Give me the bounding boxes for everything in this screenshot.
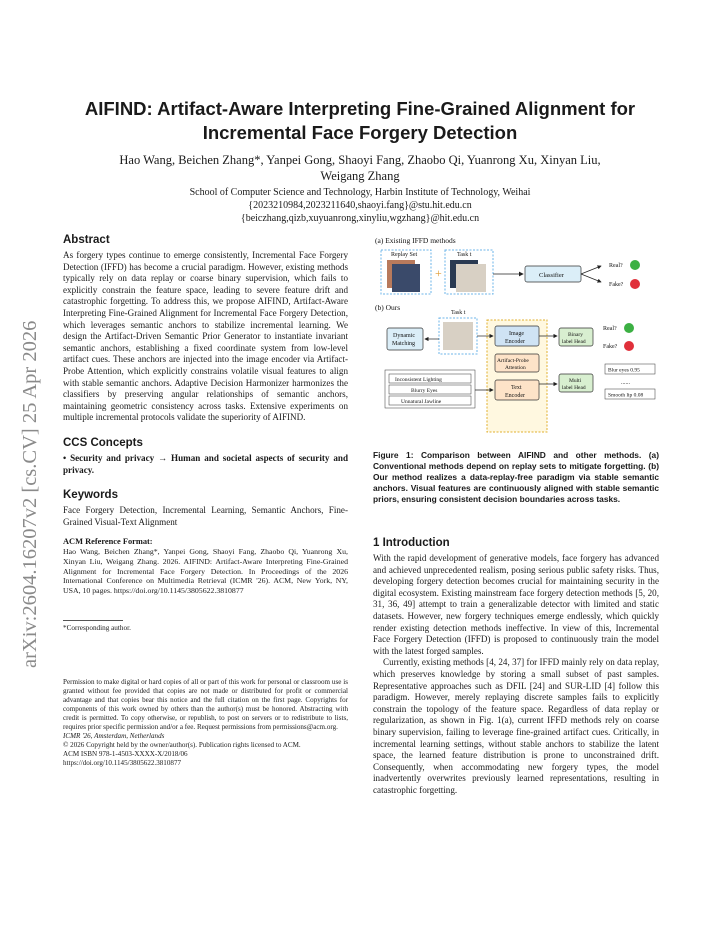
figure-1 <box>373 234 659 444</box>
panel-b-label: (b) Ours <box>375 303 401 312</box>
attention-label: Attention <box>505 365 526 371</box>
ccs-heading: CCS Concepts <box>63 436 143 449</box>
image-encoder-label-2: Encoder <box>505 339 525 345</box>
isbn-line: ACM ISBN 978-1-4503-XXXX-X/2018/06 <box>63 749 188 758</box>
acm-reference <box>63 537 348 596</box>
text-encoder-label-2: Encoder <box>505 393 525 399</box>
authors-line-1: Hao Wang, Beichen Zhang*, Yanpei Gong, Shaoyi Fang, Zhaobo Qi, Yuanrong Xu, Xinyan Liu, <box>119 153 601 167</box>
image-encoder-label-1: Image <box>509 331 524 337</box>
check-icon-b <box>624 323 634 333</box>
abstract-heading: Abstract <box>63 234 110 246</box>
figure-1-caption: Figure 1: Comparison between AIFIND and other methods. (a) Conventional methods depend on replay sets to mitigate forgetting. (b) Our method realizes a data-replay-free paradigm via stable semantic anchors. Visual features are continuously aligned with stable semantic priors, ensuring consistent decision boundaries across tasks. <box>373 450 659 504</box>
doi-line: https://doi.org/10.1145/3805622.3810877 <box>63 758 182 767</box>
multi-label-head: label Head <box>562 385 586 391</box>
fake-label-a: Fake? <box>609 282 624 288</box>
real-label-a: Real? <box>609 263 623 269</box>
scores-ellipsis: ...... <box>621 380 630 386</box>
panel-a-label: (a) Existing IFFD methods <box>375 236 456 245</box>
acm-ref-heading: ACM Reference Format: <box>63 537 153 547</box>
real-label-b: Real? <box>603 326 617 332</box>
intro-paragraph-2: Currently, existing methods [4, 24, 37] for IFFD mainly rely on data replay, which preserves knowledge by storing a small subset of past samples. Representative approaches such as DFIL [24] and SUR-LID [4] follow this paradigm. However, merely replaying discrete samples fails to explicitly constrain the topology of the feature space. Regardless of data replay or regularization, as shown in Fig. 1(a), current IFFD methods rely on coarse binary supervision, failing to leverage fine-grained artifact cues. Critically, in incremental learning settings, without stable anchors to stabilize the latent space, the learned feature distribution is prone to unconstrained drift. Consequently, when accommodating new forgery types, the model inadvertently overwrites previously learned representations, resulting in catastrophic forgetting. <box>373 657 659 795</box>
task-t-label-b: Task t <box>451 310 466 316</box>
abstract-text: As forgery types continue to emerge consistently, Incremental Face Forgery Detection (IFFD) has become a crucial paradigm. However, existing methods typically rely on data replay or coarse binary supervision, which fails to explicitly constrain the feature space, leading to severe feature drift and catastrophic forgetting. To address this, we propose AIFIND, Artifact-Aware Interpreting Fine-Grained Alignment for Incremental Face Forgery Detection, which leverages semantic anchors to stabilize incremental learning. We design the Artifact-Driven Semantic Prior Generator to instantiate invariant semantic anchors, establishing a fixed coordinate system from low-level artifact cues. These anchors are injected into the image encoder via Artifact-Probe Attention, which explicitly constrains volatile visual features to align with stable semantic anchors. Adaptive Decision Harmonizer harmonizes the classifiers by preserving angular relationships of semantic anchors, maintaining geometric consistency across tasks. Extensive experiments on multiple incremental protocols validate the superiority of AIFIND. <box>63 250 348 423</box>
authors-line-2: Weigang Zhang <box>320 169 400 183</box>
classifier-label: Classifier <box>539 272 564 279</box>
plus-sign: + <box>435 266 442 280</box>
artifact-inconsistent-lighting: Inconsistent Lighting <box>395 377 442 383</box>
emails-line-2: {beiczhang,qizb,xuyuanrong,xinyliu,wgzhang}@hit.edu.cn <box>240 213 480 224</box>
cross-icon-a <box>630 279 640 289</box>
task-t-label-a: Task t <box>457 252 472 258</box>
dynamic-label: Dynamic <box>393 333 415 339</box>
artifact-blurry-eyes: Blurry Eyes <box>411 388 438 394</box>
binary-label: Binary <box>568 332 583 338</box>
artifact-probe-label: Artifact-Probe <box>497 358 529 364</box>
keywords-heading: Keywords <box>63 489 118 502</box>
copyright-line: © 2026 Copyright held by the owner/author(s). Publication rights licensed to ACM. <box>63 740 301 749</box>
cross-icon-b <box>624 341 634 351</box>
intro-heading: 1 Introduction <box>373 537 450 549</box>
task-face-image-b <box>443 322 473 350</box>
paper-title: AIFIND: Artifact-Aware Interpreting Fine-Grained Alignment for Incremental Face Forgery Detection <box>84 98 636 143</box>
arxiv-stamp-svg <box>14 250 44 670</box>
affiliation-block <box>60 186 660 225</box>
task-face-image-2 <box>456 264 486 292</box>
ccs-text: • Security and privacy → Human and societal aspects of security and privacy. <box>63 452 348 475</box>
footnote: *Corresponding author. <box>63 624 131 633</box>
venue-line: ICMR '26, Amsterdam, Netherlands <box>63 731 165 740</box>
right-column <box>373 234 659 796</box>
figure-1-diagram <box>373 234 659 444</box>
affiliation: School of Computer Science and Technology, Harbin Institute of Technology, Weihai <box>189 187 531 198</box>
replay-face-image-2 <box>392 264 420 292</box>
multi-label: Multi <box>569 378 582 384</box>
arxiv-stamp <box>14 250 44 670</box>
acm-ref-text: Hao Wang, Beichen Zhang*, Yanpei Gong, Shaoyi Fang, Zhaobo Qi, Yuanrong Xu, Xinyan Liu, Weigang Zhang. 2026. AIFIND: Artifact-Aware Interpreting Fine-Grained Alignment for Incremental Face Forgery Detection. In Proceedings of the 2026 International Conference on Multimedia Retrieval (ICMR '26). ACM, New York, NY, USA, 10 pages. https://doi.org/10.1145/3805622.3810877 <box>63 547 348 596</box>
text-encoder-label-1: Text <box>511 385 522 391</box>
emails-line-1: {2023210984,2023211640,shaoyi.fang}@stu.hit.edu.cn <box>248 200 472 211</box>
permission-text: Permission to make digital or hard copies of all or part of this work for personal or classroom use is granted without fee provided that copies are not made or distributed for profit or commercial advantage and that copies bear this notice and the full citation on the first page. Copyrights for components of this work owned by others than the author(s) must be honored. Abstracting with credit is permitted. To copy otherwise, or republish, to post on servers or to redistribute to lists, requires prior specific permission and/or a fee. Request permissions from permissions@acm.org. <box>63 677 348 731</box>
check-icon-a <box>630 260 640 270</box>
matching-label: Matching <box>392 341 415 347</box>
intro-paragraph-1: With the rapid development of generative models, face forgery has advanced and achieved unprecedented realism, posing serious public safety risks. Thus, developing forgery detection becomes crucial for maintaining security in the digital ecosystem. Existing mainstream face forgery detection methods [5, 20, 31, 36, 49] attempt to train a generalizable detector with limited and static datasets. However, new forgery techniques emerge endlessly, which quickly render existing detection methods ineffective. In view of this, Incremental Face Forgery Detection (IFFD) is proposed to continuously train the model with the latest forged samples. <box>373 553 659 656</box>
blur-eyes-score: Blur eyes 0.95 <box>608 367 640 374</box>
replay-set-label: Replay Set <box>391 252 418 258</box>
keywords-text: Face Forgery Detection, Incremental Learning, Semantic Anchors, Fine-Grained Visual-Text Alignment <box>63 505 348 527</box>
footnote-rule <box>63 620 123 621</box>
arxiv-stamp-text: arXiv:2604.16207v2 [cs.CV] 25 Apr 2026 <box>19 320 41 668</box>
author-list <box>60 152 660 184</box>
arrow-fake-a <box>581 274 601 282</box>
permission-block <box>63 678 348 768</box>
artifact-unnatural-jawline: Unnatural Jawline <box>401 399 442 405</box>
smooth-lip-score: Smooth lip 0.08 <box>608 392 644 399</box>
arrow-real-a <box>581 266 601 274</box>
left-column <box>63 234 348 768</box>
binary-label-head: label Head <box>562 339 586 345</box>
footnote-block <box>63 620 348 634</box>
fake-label-b: Fake? <box>603 344 618 350</box>
